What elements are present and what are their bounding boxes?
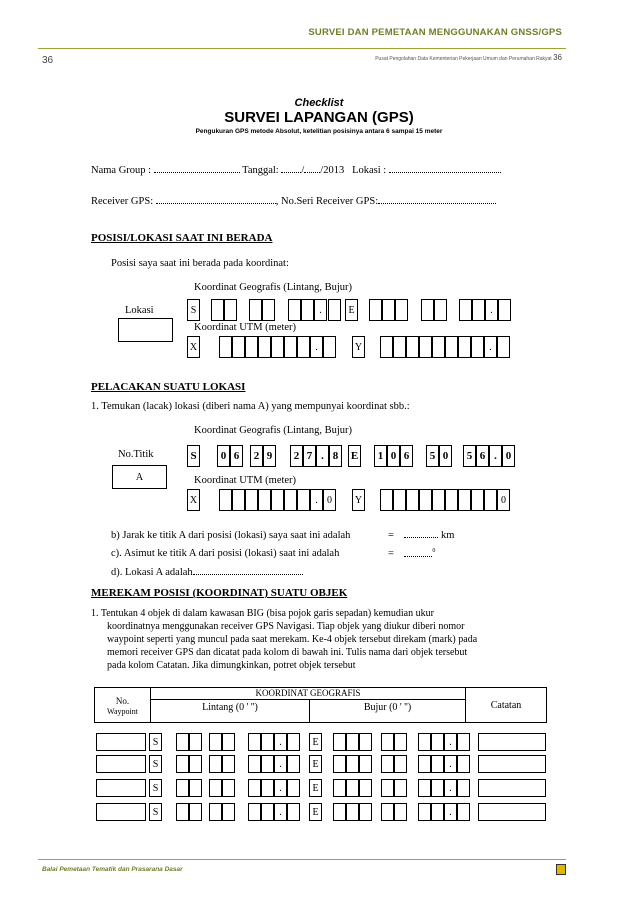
row-lon-box-2[interactable] (359, 755, 372, 773)
row-lat-box-4[interactable] (248, 755, 261, 773)
utm-x-box-1[interactable] (232, 336, 245, 358)
utm2-x-letter[interactable]: X (187, 489, 200, 511)
row-lon-box-5[interactable] (418, 733, 431, 751)
col-catatan: Catatan (490, 700, 522, 711)
row-lat-box-7[interactable] (287, 779, 300, 797)
utm-x-box-3[interactable] (258, 336, 271, 358)
utm2-y-box-5[interactable] (445, 489, 458, 511)
section2-heading: PELACAKAN SUATU LOKASI (91, 381, 246, 393)
lat-box-7[interactable]: . (316, 445, 329, 467)
row-lon-box-1[interactable] (346, 779, 359, 797)
row-lon-box-7[interactable]: . (444, 755, 457, 773)
receiver-field[interactable] (91, 196, 496, 207)
utm-y-box-3[interactable] (419, 336, 432, 358)
utm2-y-letter[interactable]: Y (352, 489, 365, 511)
waypoint-no-box[interactable] (96, 755, 146, 773)
row-lon-box-4[interactable] (394, 803, 407, 821)
item-c-answer[interactable] (388, 548, 435, 560)
utm-x-box-2[interactable] (245, 336, 258, 358)
section2-item1: 1. Temukan (lacak) lokasi (diberi nama A) yang mempunyai koordinat sbb.: (91, 401, 410, 412)
no-seri-label: , No.Seri Receiver GPS: (275, 196, 379, 207)
nama-group-field[interactable] (91, 165, 501, 176)
row-lon-box-4[interactable] (394, 779, 407, 797)
row-lat-box-0[interactable] (176, 755, 189, 773)
section3-line-3: memori receiver GPS dan dicatat pada kolom di bawah ini. Tulis nama dari objek tersebut (107, 647, 468, 658)
geo-box-3[interactable] (249, 299, 262, 321)
footer-divider (38, 859, 566, 860)
row-lon-box-8[interactable] (457, 733, 470, 751)
row-lon-box-5[interactable] (418, 803, 431, 821)
row-lat-box-2[interactable] (209, 755, 222, 773)
no-titik-label: No.Titik (118, 449, 154, 460)
row-lat-box-0[interactable] (176, 733, 189, 751)
utm-x-box-5[interactable] (284, 336, 297, 358)
utm-y-box-8[interactable]: . (484, 336, 497, 358)
row-lon-box-2[interactable] (359, 779, 372, 797)
nama-group-label: Nama Group : (91, 165, 152, 176)
utm2-y-box-3[interactable] (419, 489, 432, 511)
item-b-answer[interactable] (388, 530, 454, 541)
utm2-y-box-7[interactable] (471, 489, 484, 511)
row-lon-box-5[interactable] (418, 755, 431, 773)
row-lat-box-5[interactable] (261, 779, 274, 797)
row-lat-box-3[interactable] (222, 803, 235, 821)
row-lon-box-1[interactable] (346, 733, 359, 751)
row-lon-box-6[interactable] (431, 755, 444, 773)
utm-x-box-4[interactable] (271, 336, 284, 358)
utm2-y-box-1[interactable] (393, 489, 406, 511)
utm-y-letter[interactable]: Y (352, 336, 365, 358)
utm2-y-box-9[interactable]: 0 (497, 489, 510, 511)
col-no: No. (115, 696, 130, 706)
row-lat-box-1[interactable] (189, 733, 202, 751)
geo-box-2[interactable] (224, 299, 237, 321)
tanggal-label: Tanggal: (242, 165, 279, 176)
row-lon-letter[interactable]: E (309, 755, 322, 773)
row-lat-box-6[interactable]: . (274, 733, 287, 751)
catatan-box[interactable] (478, 779, 546, 797)
row-lon-box-0[interactable] (333, 803, 346, 821)
section2-utm-label: Koordinat UTM (meter) (194, 475, 297, 486)
lokasi-box[interactable] (118, 318, 173, 342)
utm-x-box-0[interactable] (219, 336, 232, 358)
row-lon-box-3[interactable] (381, 733, 394, 751)
row-lon-box-6[interactable] (431, 779, 444, 797)
col-waypoint: Waypoint (107, 707, 138, 716)
row-lat-box-5[interactable] (261, 803, 274, 821)
footer-text: Balai Pemetaan Tematik dan Prasarana Dasar (42, 866, 183, 873)
row-lon-box-2[interactable] (359, 803, 372, 821)
doc-subtitle: Pengukuran GPS metode Absolut, ketelitian posisinya antara 6 sampai 15 meter (195, 128, 443, 135)
catatan-box[interactable] (478, 755, 546, 773)
row-lon-box-8[interactable] (457, 755, 470, 773)
logo-icon (556, 864, 566, 875)
utm-y-box-9[interactable] (497, 336, 510, 358)
page-number-right: 36 (553, 53, 562, 62)
row-lat-letter[interactable]: S (149, 755, 162, 773)
section3-line-1: koordinatnya menggunakan receiver GPS Navigasi. Tiap objek yang diukur diberi nomor (107, 621, 465, 632)
col-lintang: Lintang (0 ' '') (202, 702, 258, 713)
row-lat-box-0[interactable] (176, 779, 189, 797)
lat-box-1[interactable]: 0 (217, 445, 230, 467)
utm-x-box-7[interactable]: . (310, 336, 323, 358)
row-lat-box-0[interactable] (176, 803, 189, 821)
utm2-y-box-2[interactable] (406, 489, 419, 511)
lon-box-7[interactable]: 6 (476, 445, 489, 467)
receiver-label: Receiver GPS: (91, 196, 154, 207)
utm2-x-box-4[interactable] (271, 489, 284, 511)
row-lon-box-0[interactable] (333, 733, 346, 751)
utm-x-letter[interactable]: X (187, 336, 200, 358)
geo-box-13[interactable] (421, 299, 434, 321)
utm-y-box-6[interactable] (458, 336, 471, 358)
lon-box-6[interactable]: 5 (463, 445, 476, 467)
item-b-text: b) Jarak ke titik A dari posisi (lokasi) saya saat ini adalah (111, 530, 351, 541)
section1-lokasi-label: Lokasi (125, 305, 154, 316)
geo-box-6[interactable] (301, 299, 314, 321)
utm-y-box-5[interactable] (445, 336, 458, 358)
row-lon-box-3[interactable] (381, 779, 394, 797)
item-c-unit: 0 (432, 548, 436, 554)
utm2-x-box-0[interactable] (219, 489, 232, 511)
row-lat-box-1[interactable] (189, 779, 202, 797)
item-b-eq: = (388, 530, 394, 541)
col-bujur: Bujur (0 ' '') (363, 702, 412, 713)
utm2-x-box-5[interactable] (284, 489, 297, 511)
utm2-x-box-8[interactable]: 0 (323, 489, 336, 511)
catatan-box[interactable] (478, 733, 546, 751)
geo-box-5[interactable] (288, 299, 301, 321)
lon-box-3[interactable]: 6 (400, 445, 413, 467)
row-lat-box-5[interactable] (261, 755, 274, 773)
section3-line-4: pada kolom Catatan. Jika dimungkinkan, potret objek tersebut (107, 660, 356, 671)
row-lat-box-4[interactable] (248, 779, 261, 797)
lokasi-label: Lokasi : (352, 165, 387, 176)
lat-box-6[interactable]: 7 (303, 445, 316, 467)
utm2-x-box-6[interactable] (297, 489, 310, 511)
row-lat-box-4[interactable] (248, 803, 261, 821)
row-lat-letter[interactable]: S (149, 803, 162, 821)
section1-geo-label: Koordinat Geografis (Lintang, Bujur) (194, 282, 353, 293)
section2-geo-label: Koordinat Geografis (Lintang, Bujur) (194, 425, 353, 436)
row-lon-box-1[interactable] (346, 755, 359, 773)
tanggal-year: /2013 (320, 165, 345, 176)
geo-box-4[interactable] (262, 299, 275, 321)
row-lat-box-5[interactable] (261, 733, 274, 751)
geo-box-15[interactable] (459, 299, 472, 321)
row-lat-letter[interactable]: S (149, 733, 162, 751)
item-d-text: d). Lokasi A adalah (111, 567, 193, 578)
geo-box-14[interactable] (434, 299, 447, 321)
section3-line-0: 1. Tentukan 4 objek di dalam kawasan BIG (bisa pojok garis sepadan) kemudian ukur (91, 608, 434, 619)
row-lon-box-6[interactable] (431, 733, 444, 751)
lat-box-8[interactable]: 8 (329, 445, 342, 467)
waypoint-no-box[interactable] (96, 803, 146, 821)
row-lon-box-8[interactable] (457, 779, 470, 797)
row-lat-box-7[interactable] (287, 755, 300, 773)
row-lat-box-3[interactable] (222, 733, 235, 751)
row-lat-box-6[interactable]: . (274, 779, 287, 797)
col-koordinat-geografis: KOORDINAT GEOGRAFIS (255, 688, 361, 698)
row-lon-box-7[interactable]: . (444, 733, 457, 751)
utm-y-box-1[interactable] (393, 336, 406, 358)
utm-y-box-0[interactable] (380, 336, 393, 358)
row-lon-box-7[interactable]: . (444, 779, 457, 797)
header-divider (38, 48, 566, 49)
catatan-box[interactable] (478, 803, 546, 821)
utm-x-box-8[interactable] (323, 336, 336, 358)
row-lon-box-7[interactable]: . (444, 803, 457, 821)
geo-box-16[interactable] (472, 299, 485, 321)
lat-box-4[interactable]: 9 (263, 445, 276, 467)
row-lat-box-3[interactable] (222, 779, 235, 797)
row-lat-box-3[interactable] (222, 755, 235, 773)
geo-box-12[interactable] (395, 299, 408, 321)
row-lon-box-8[interactable] (457, 803, 470, 821)
row-lat-box-6[interactable]: . (274, 803, 287, 821)
item-b-unit: km (441, 530, 455, 541)
item-d[interactable] (111, 567, 303, 578)
utm2-x-box-7[interactable]: . (310, 489, 323, 511)
page-number-left: 36 (42, 55, 54, 66)
geo-box-7[interactable]: . (314, 299, 327, 321)
waypoint-no-box[interactable] (96, 779, 146, 797)
geo-box-10[interactable] (369, 299, 382, 321)
checklist-label: Checklist (294, 97, 344, 109)
lon-box-1[interactable]: 1 (374, 445, 387, 467)
section1-utm-label: Koordinat UTM (meter) (194, 322, 297, 333)
utm-y-box-2[interactable] (406, 336, 419, 358)
section3-line-2: waypoint seperti yang muncul pada saat merekam. Ke-4 objek tersebut direkam (mark) pada (107, 634, 478, 645)
row-lon-box-3[interactable] (381, 803, 394, 821)
row-lon-letter[interactable]: E (309, 733, 322, 751)
titik-a-box[interactable]: A (112, 465, 167, 489)
row-lat-box-2[interactable] (209, 803, 222, 821)
utm-x-box-6[interactable] (297, 336, 310, 358)
row-lon-box-4[interactable] (394, 733, 407, 751)
lat-box-0[interactable]: S (187, 445, 200, 467)
header-title: SURVEI DAN PEMETAAN MENGGUNAKAN GNSS/GPS (308, 27, 562, 38)
geo-box-1[interactable] (211, 299, 224, 321)
lon-box-2[interactable]: 0 (387, 445, 400, 467)
utm2-x-box-1[interactable] (232, 489, 245, 511)
header-subtitle: Pusat Pengolahan Data Kementerian Pekerjaan Umum dan Perumahan Rakyat 36 (375, 53, 562, 62)
waypoint-table-header (94, 687, 547, 723)
waypoint-no-box[interactable] (96, 733, 146, 751)
lat-box-2[interactable]: 6 (230, 445, 243, 467)
row-lat-box-2[interactable] (209, 779, 222, 797)
row-lat-letter[interactable]: S (149, 779, 162, 797)
doc-title: SURVEI LAPANGAN (GPS) (224, 109, 414, 126)
lon-box-4[interactable]: 5 (426, 445, 439, 467)
utm-y-box-4[interactable] (432, 336, 445, 358)
row-lon-box-5[interactable] (418, 779, 431, 797)
item-c-eq: = (388, 548, 394, 560)
section1-intro: Posisi saya saat ini berada pada koordinat: (111, 258, 289, 269)
item-c-text: c). Asimut ke titik A dari posisi (lokasi) saat ini adalah (111, 548, 340, 559)
row-lon-box-2[interactable] (359, 733, 372, 751)
utm2-y-box-6[interactable] (458, 489, 471, 511)
geo-box-18[interactable] (498, 299, 511, 321)
utm2-y-box-8[interactable] (484, 489, 497, 511)
row-lat-box-1[interactable] (189, 803, 202, 821)
utm2-x-box-3[interactable] (258, 489, 271, 511)
tanggal-sep: / (301, 165, 305, 176)
row-lat-box-1[interactable] (189, 755, 202, 773)
lon-box-9[interactable]: 0 (502, 445, 515, 467)
section1-heading: POSISI/LOKASI SAAT INI BERADA (91, 232, 273, 244)
lon-box-5[interactable]: 0 (439, 445, 452, 467)
row-lon-box-6[interactable] (431, 803, 444, 821)
row-lon-box-0[interactable] (333, 779, 346, 797)
row-lon-letter[interactable]: E (309, 803, 322, 821)
row-lon-letter[interactable]: E (309, 779, 322, 797)
section3-heading: MEREKAM POSISI (KOORDINAT) SUATU OBJEK (91, 587, 348, 599)
geo-box-11[interactable] (382, 299, 395, 321)
row-lat-box-4[interactable] (248, 733, 261, 751)
geo-box-8[interactable] (328, 299, 341, 321)
lat-box-3[interactable]: 2 (250, 445, 263, 467)
utm-y-box-7[interactable] (471, 336, 484, 358)
geo-box-17[interactable]: . (485, 299, 498, 321)
row-lat-box-7[interactable] (287, 803, 300, 821)
row-lat-box-6[interactable]: . (274, 755, 287, 773)
row-lon-box-3[interactable] (381, 755, 394, 773)
row-lon-box-0[interactable] (333, 755, 346, 773)
lat-box-5[interactable]: 2 (290, 445, 303, 467)
utm2-x-box-2[interactable] (245, 489, 258, 511)
utm2-y-box-4[interactable] (432, 489, 445, 511)
utm2-y-box-0[interactable] (380, 489, 393, 511)
row-lat-box-7[interactable] (287, 733, 300, 751)
geo-box-0[interactable]: S (187, 299, 200, 321)
lon-box-0[interactable]: E (348, 445, 361, 467)
row-lat-box-2[interactable] (209, 733, 222, 751)
row-lon-box-1[interactable] (346, 803, 359, 821)
geo-box-9[interactable]: E (345, 299, 358, 321)
lon-box-8[interactable]: . (489, 445, 502, 467)
row-lon-box-4[interactable] (394, 755, 407, 773)
